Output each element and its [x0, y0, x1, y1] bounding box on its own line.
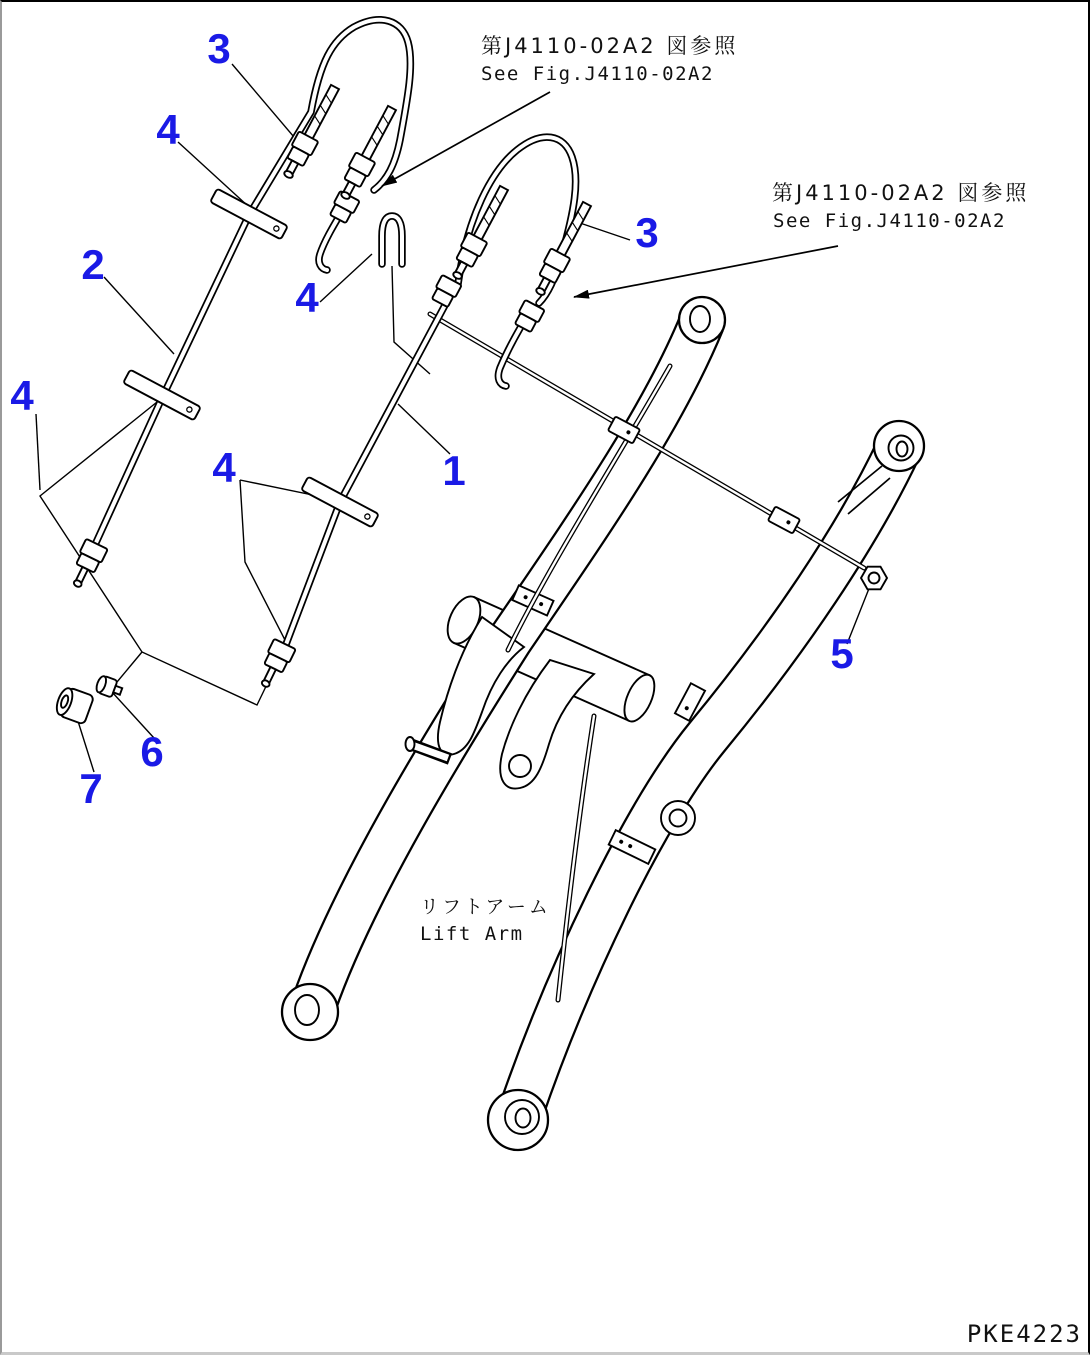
ref-top-english: See Fig.J4110-02A2 [481, 63, 714, 85]
pipe-clamp-small [768, 506, 800, 533]
part-7-sleeve [53, 685, 94, 724]
lift-arm-label-english: Lift Arm [420, 923, 524, 945]
callout-3-right: 3 [635, 209, 659, 256]
callout-4-center: 4 [295, 274, 319, 321]
callout-1: 1 [442, 447, 466, 494]
pipe-end-fitting [254, 639, 296, 692]
part-4-clamp [123, 370, 201, 421]
ref-right-english: See Fig.J4110-02A2 [773, 210, 1006, 232]
part-3-bolt [334, 103, 401, 203]
callout-3-top: 3 [207, 25, 231, 72]
part-4-clamp [210, 189, 288, 240]
callout-4-mid: 4 [212, 444, 236, 491]
ref-top-japanese: 第J4110-02A2 図参照 [481, 34, 739, 58]
part-5-nut [861, 567, 887, 590]
callout-6: 6 [140, 728, 164, 775]
callout-7: 7 [79, 765, 103, 812]
callout-4-upper: 4 [156, 106, 180, 153]
drawing-code: PKE4223 [966, 1320, 1082, 1348]
callout-2: 2 [81, 241, 105, 288]
part-4-clamp [301, 477, 379, 528]
part-3-bolt [529, 199, 596, 299]
lift-arm-label-japanese: リフトアーム [420, 896, 551, 918]
callout-5: 5 [830, 630, 854, 677]
callout-4-left: 4 [10, 372, 34, 419]
ref-right-japanese: 第J4110-02A2 図参照 [772, 181, 1030, 205]
reference-arrows [382, 92, 838, 297]
lift-arm-rear [488, 421, 924, 1150]
pipe-end-fitting [66, 539, 108, 592]
